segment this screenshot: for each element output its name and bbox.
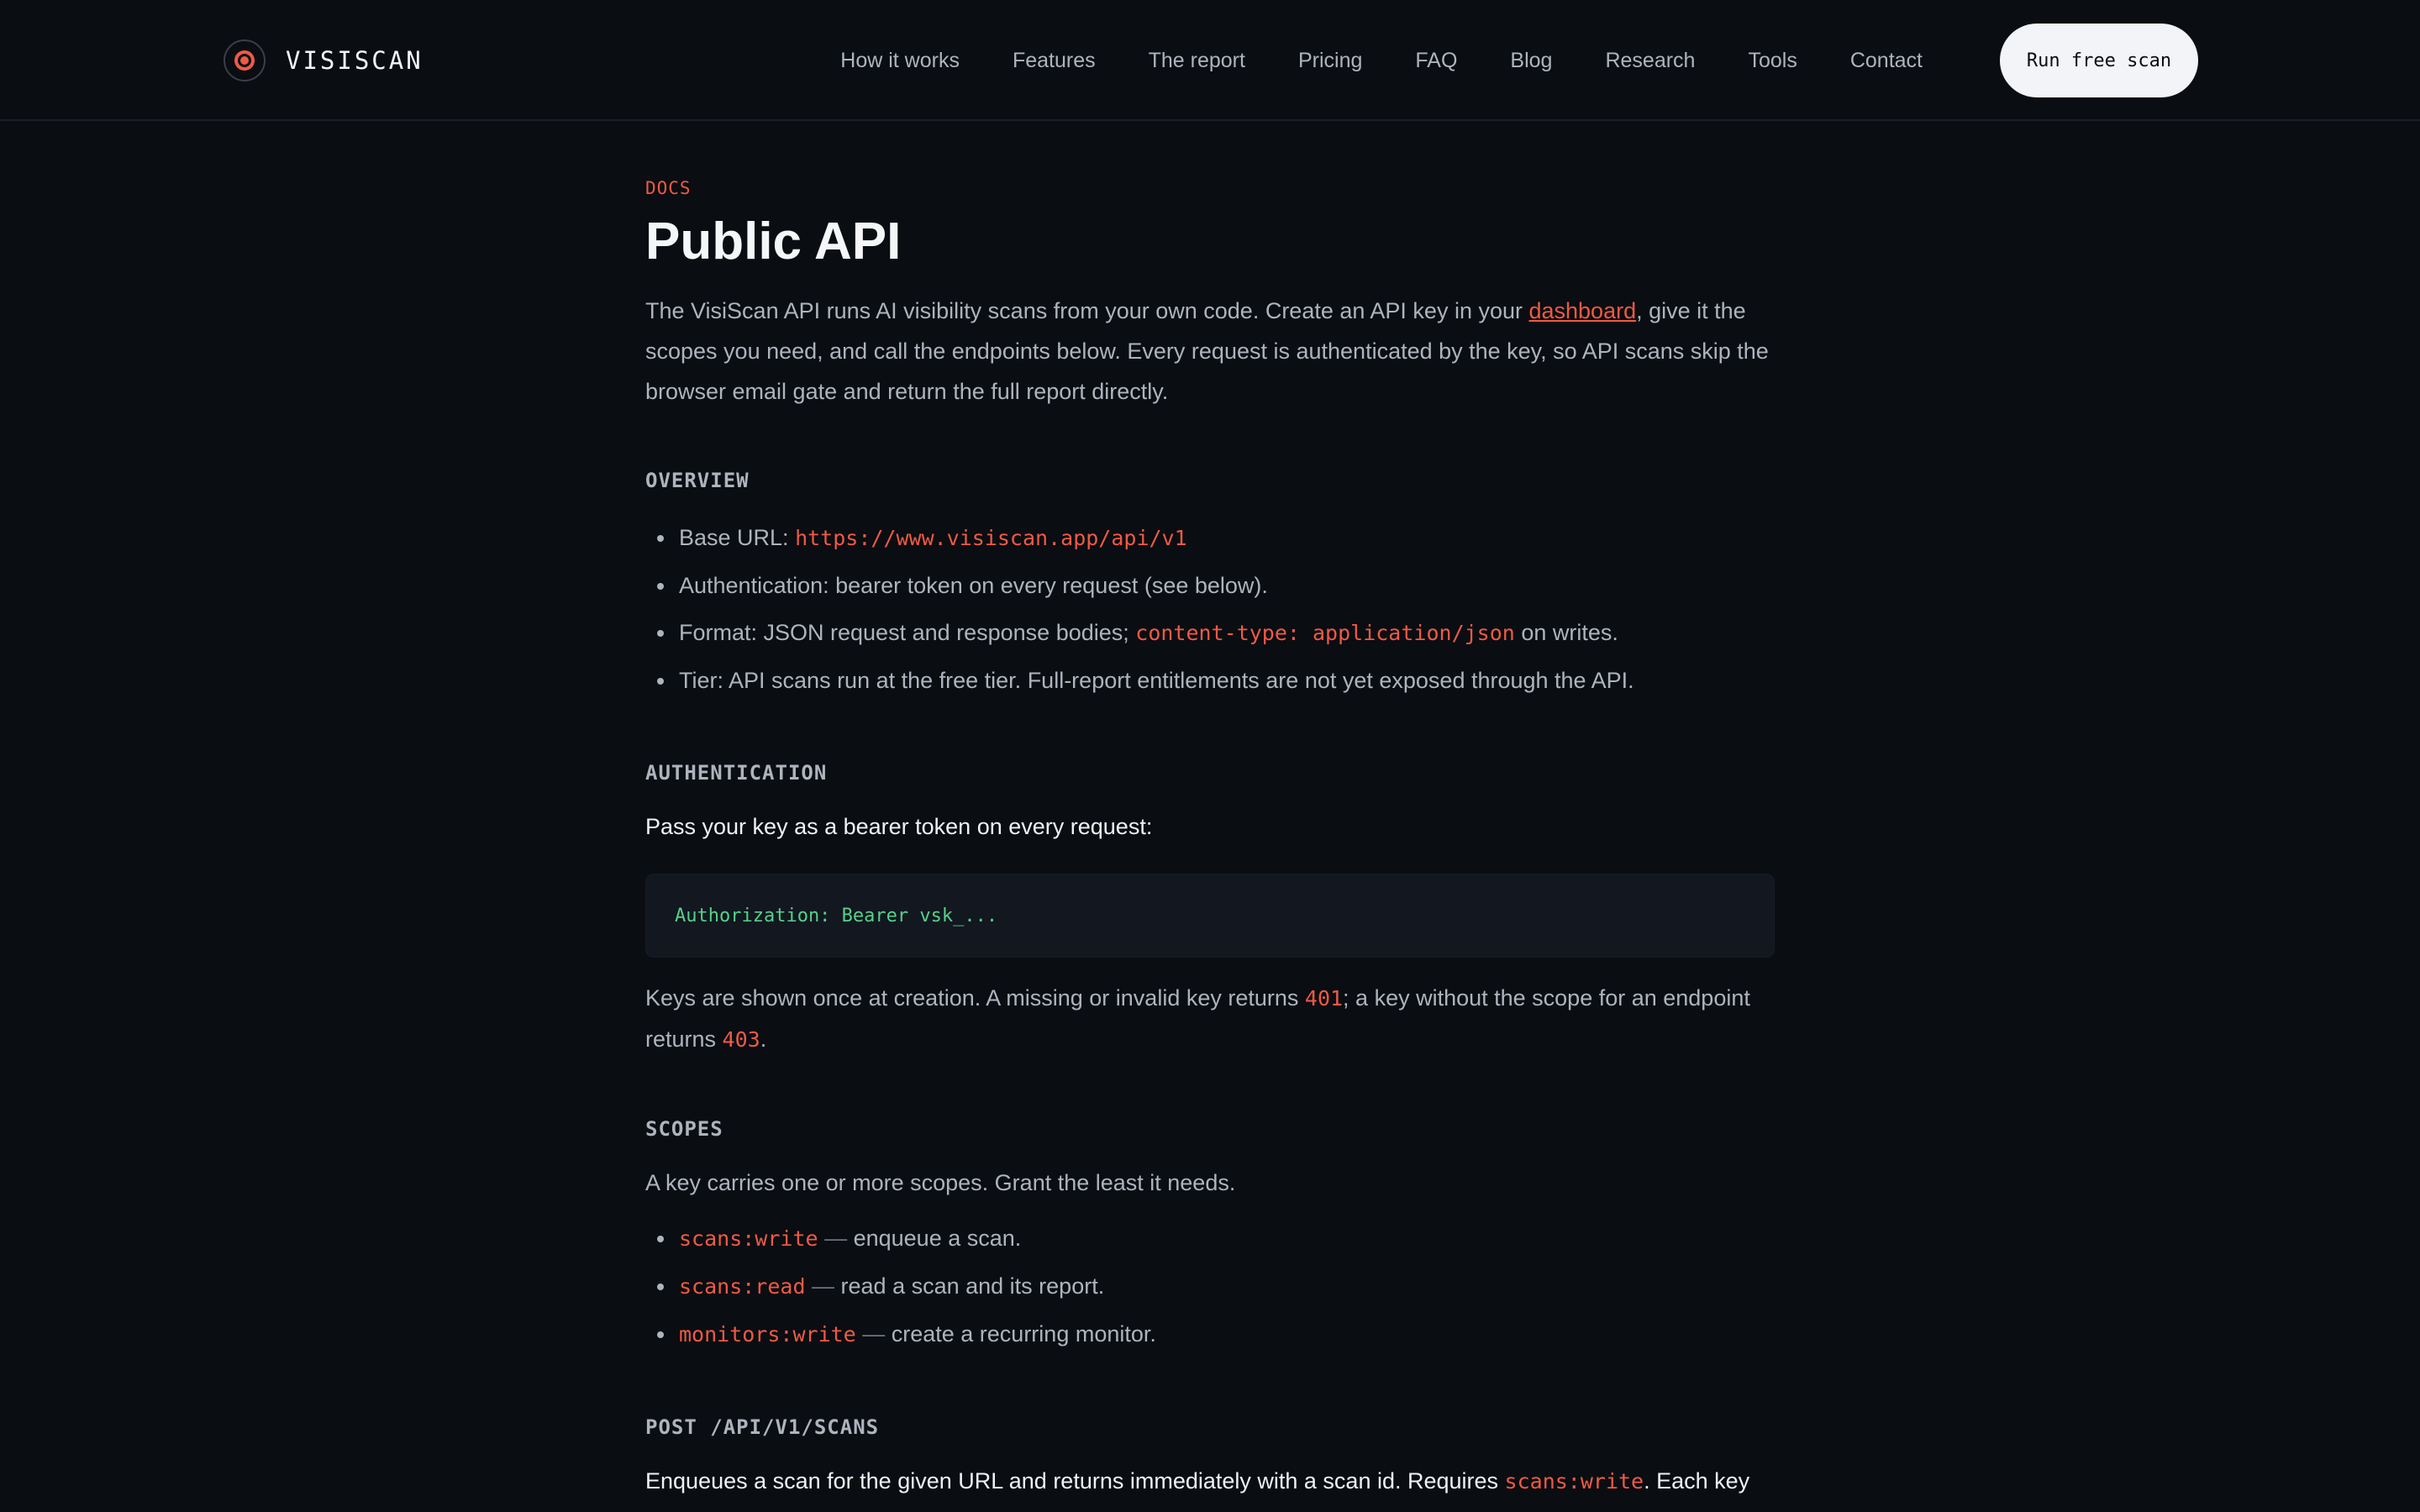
post-scans-text: Enqueues a scan for the given URL and returns immediately with a scan id. Requires	[645, 1468, 1505, 1494]
intro-text-end: , give it the scopes you need, and call the endpoints below. Every request is authenticated by the key, so API scans skip the browser email gate and return the full report directly.	[645, 298, 1769, 404]
scope-description: read a scan and its report.	[840, 1273, 1105, 1299]
nav-faq[interactable]: FAQ	[1415, 48, 1458, 72]
main-nav	[840, 40, 1923, 81]
nav-research[interactable]: Research	[1605, 48, 1696, 72]
nav-features[interactable]: Features	[1012, 48, 1096, 72]
site-header	[0, 0, 2420, 121]
nav-contact[interactable]: Contact	[1849, 48, 1923, 72]
list-item	[645, 514, 1775, 562]
scopes-intro: A key carries one or more scopes. Grant the least it needs.	[645, 1170, 1236, 1195]
nav-the-report[interactable]: The report	[1148, 48, 1245, 72]
base-url-code: https://www.visiscan.app/api/v1	[795, 526, 1187, 550]
brand-logo[interactable]	[224, 39, 424, 82]
scopes-heading: SCOPES	[645, 1117, 723, 1141]
list-item-text: on writes.	[1514, 620, 1618, 645]
dash-separator: —	[805, 1273, 841, 1299]
scope-description: create a recurring monitor.	[891, 1321, 1156, 1347]
post-scans-text: . Each key	[1644, 1468, 1750, 1494]
scopes-list	[645, 1215, 1775, 1358]
page-eyebrow: DOCS	[645, 178, 692, 198]
list-item-text: Tier: API scans run at the free tier. Full-report entitlements are not yet exposed through the API.	[679, 668, 1634, 693]
auth-note-text: ; a key without the scope for an endpoint returns	[645, 985, 1750, 1052]
post-scans-heading: POST /API/V1/SCANS	[645, 1415, 880, 1439]
intro-paragraph	[645, 291, 1775, 412]
list-item-text: Authentication: bearer token on every request (see below).	[679, 573, 1268, 598]
page-title: Public API	[645, 213, 902, 270]
scope-code: scans:read	[679, 1274, 806, 1299]
post-scans-description	[645, 1461, 1775, 1502]
nav-tools[interactable]: Tools	[1748, 48, 1797, 72]
intro-text-start: The VisiScan API runs AI visibility scans from your own code. Create an API key in your	[645, 298, 1529, 323]
list-item	[645, 562, 1775, 609]
scope-code: scans:write	[679, 1226, 818, 1251]
brand-name: VISISCAN	[286, 46, 424, 75]
auth-note-text: .	[760, 1026, 767, 1052]
docs-content	[645, 173, 1775, 1502]
auth-note-text: Keys are shown once at creation. A missing or invalid key returns	[645, 985, 1305, 1011]
status-403-code: 403	[722, 1027, 760, 1052]
dashboard-link[interactable]: dashboard	[1528, 298, 1637, 323]
target-icon	[224, 39, 266, 81]
scope-description: enqueue a scan.	[853, 1226, 1022, 1251]
status-401-code: 401	[1304, 986, 1344, 1011]
auth-note	[645, 978, 1775, 1060]
nav-how-it-works[interactable]: How it works	[840, 48, 960, 72]
list-item-text: Format: JSON request and response bodies;	[679, 620, 1136, 645]
auth-code-block: Authorization: Bearer vsk_...	[645, 874, 1775, 958]
list-item	[645, 657, 1775, 704]
content-type-code: content-type: application/json	[1135, 621, 1515, 645]
authentication-heading: AUTHENTICATION	[645, 761, 828, 785]
scope-code: scans:write	[1504, 1469, 1644, 1494]
list-item	[645, 1215, 1775, 1263]
list-item-text: Base URL:	[679, 525, 796, 550]
list-item	[645, 609, 1775, 657]
dash-separator: —	[818, 1226, 854, 1251]
run-free-scan-button[interactable]: Run free scan	[2000, 24, 2198, 97]
overview-heading: OVERVIEW	[645, 469, 750, 492]
dash-separator: —	[855, 1321, 892, 1347]
auth-intro: Pass your key as a bearer token on every request:	[645, 814, 1153, 839]
nav-blog[interactable]: Blog	[1510, 48, 1553, 72]
nav-pricing[interactable]: Pricing	[1297, 48, 1363, 72]
list-item	[645, 1310, 1775, 1358]
overview-list	[645, 514, 1775, 704]
list-item	[645, 1263, 1775, 1310]
scope-code: monitors:write	[679, 1322, 856, 1347]
